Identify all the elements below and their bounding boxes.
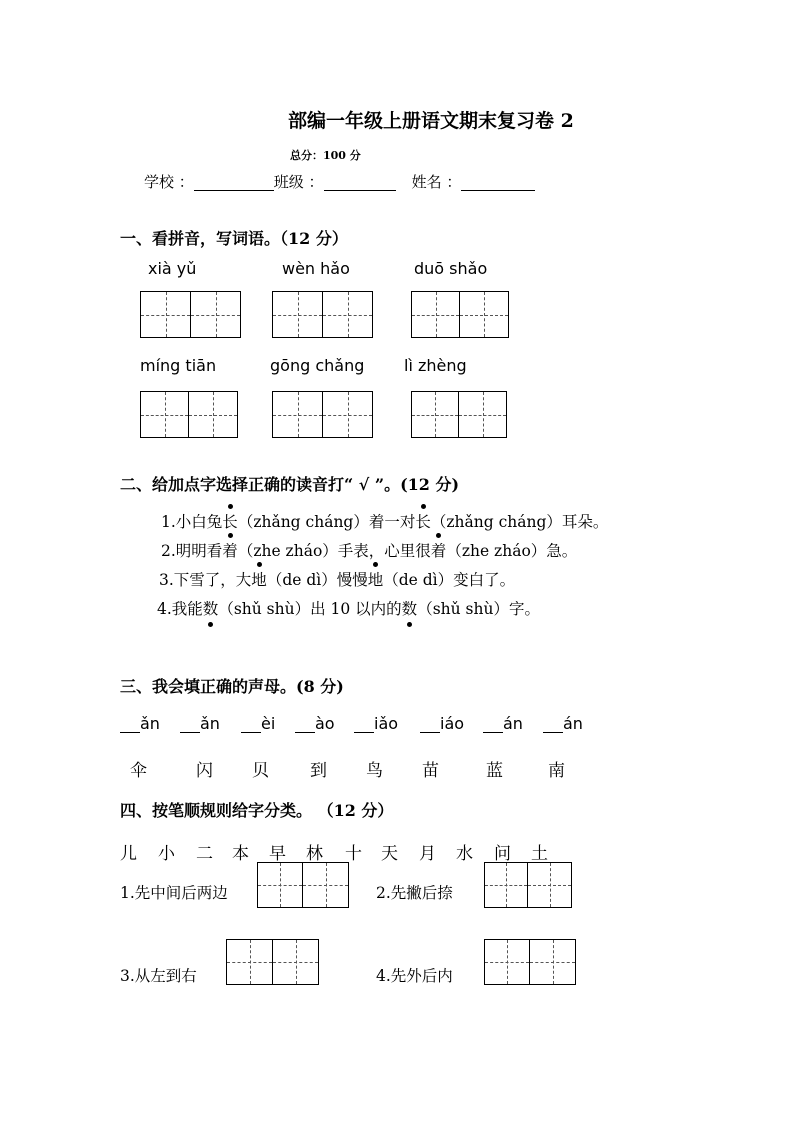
rule-1-label: 1.先中间后两边 (120, 884, 228, 902)
stroke-char-5: 早 (269, 844, 286, 864)
writing-grid-3[interactable] (411, 291, 509, 338)
answer-grid-rule-1[interactable] (257, 862, 349, 908)
stroke-char-12: 土 (531, 844, 548, 864)
stroke-char-10: 水 (456, 844, 473, 864)
question-line-3: 3.下雪了，大地（de dì）慢慢地（de dì）变白了。 (159, 568, 515, 590)
pinyin-2: wèn hǎo (282, 259, 350, 278)
initial-blank-7[interactable]: án (483, 714, 523, 733)
writing-grid-4[interactable] (140, 391, 238, 438)
initial-blank-4[interactable]: ào (295, 714, 335, 733)
stroke-char-11: 问 (494, 844, 511, 864)
answer-grid-rule-4[interactable] (484, 939, 576, 985)
student-info-row (144, 171, 535, 192)
rule-3-label: 3.从左到右 (120, 967, 197, 985)
class-label: 班级 ： (273, 173, 324, 191)
question-line-4: 4.我能数（shǔ shù）出 10 以内的数（shǔ shù）字。 (157, 597, 540, 619)
answer-grid-rule-2[interactable] (484, 862, 572, 908)
total-score: 总分：100 分 (290, 149, 361, 162)
stroke-char-9: 月 (419, 844, 436, 864)
char-6: 苗 (422, 761, 439, 781)
initial-blank-2[interactable]: ǎn (180, 714, 220, 733)
writing-grid-5[interactable] (272, 391, 373, 438)
dotted-char: 着 (431, 539, 447, 561)
writing-grid-1[interactable] (140, 291, 241, 338)
stroke-char-1: 儿 (120, 844, 137, 864)
question-line-2: 2.明明看着（zhe zháo）手表，心里很着（zhe zháo）急。 (161, 539, 577, 561)
char-3: 贝 (252, 761, 269, 781)
char-1: 伞 (130, 761, 147, 781)
char-5: 鸟 (366, 761, 383, 781)
char-2: 闪 (196, 761, 213, 781)
stroke-char-8: 天 (381, 844, 398, 864)
stroke-char-3: 二 (196, 844, 213, 864)
dotted-char: 数 (203, 597, 219, 619)
char-8: 南 (548, 761, 565, 781)
initial-blank-1[interactable]: ǎn (120, 714, 160, 733)
initial-blank-8[interactable]: án (543, 714, 583, 733)
school-label: 学校 ： (144, 173, 194, 191)
stroke-char-7: 十 (345, 844, 362, 864)
dotted-char: 数 (402, 597, 418, 619)
pinyin-3: duō shǎo (414, 259, 488, 278)
writing-grid-2[interactable] (272, 291, 373, 338)
stroke-char-2: 小 (158, 844, 175, 864)
pinyin-5: gōng chǎng (270, 356, 365, 375)
pinyin-6: lì zhèng (404, 356, 467, 375)
section-1-heading: 一、看拼音，写词语。（12 分） (120, 229, 348, 248)
section-3-heading: 三、我会填正确的声母。(8 分) (120, 677, 344, 696)
initial-blank-6[interactable]: iáo (420, 714, 464, 733)
answer-grid-rule-3[interactable] (226, 939, 319, 985)
school-blank[interactable] (194, 174, 274, 191)
writing-grid-6[interactable] (411, 391, 507, 438)
question-line-1: 1.小白兔长（zhǎng cháng）着一对长（zhǎng cháng）耳朵。 (161, 510, 608, 532)
stroke-char-4: 本 (232, 844, 249, 864)
name-label: 姓名 ： (411, 173, 462, 191)
name-blank[interactable] (461, 174, 535, 191)
class-blank[interactable] (324, 174, 396, 191)
stroke-char-6: 林 (306, 844, 323, 864)
dotted-char: 长 (415, 510, 431, 532)
dotted-char: 长 (222, 510, 238, 532)
page-title: 部编一年级上册语文期末复习卷 2 (288, 110, 574, 132)
char-7: 蓝 (486, 761, 503, 781)
dotted-char: 地 (251, 568, 267, 590)
section-4-heading: 四、按笔顺规则给字分类。 （12 分） (120, 801, 394, 820)
rule-4-label: 4.先外后内 (376, 967, 453, 985)
pinyin-1: xià yǔ (148, 259, 197, 278)
initial-blank-5[interactable]: iǎo (354, 714, 398, 733)
char-4: 到 (310, 761, 327, 781)
dotted-char: 地 (368, 568, 384, 590)
pinyin-4: míng tiān (140, 356, 217, 375)
rule-2-label: 2.先撇后捺 (376, 884, 453, 902)
section-2-heading: 二、给加点字选择正确的读音打“ √ ”。(12 分) (120, 475, 460, 494)
initial-blank-3[interactable]: èi (241, 714, 275, 733)
dotted-char: 着 (222, 539, 238, 561)
